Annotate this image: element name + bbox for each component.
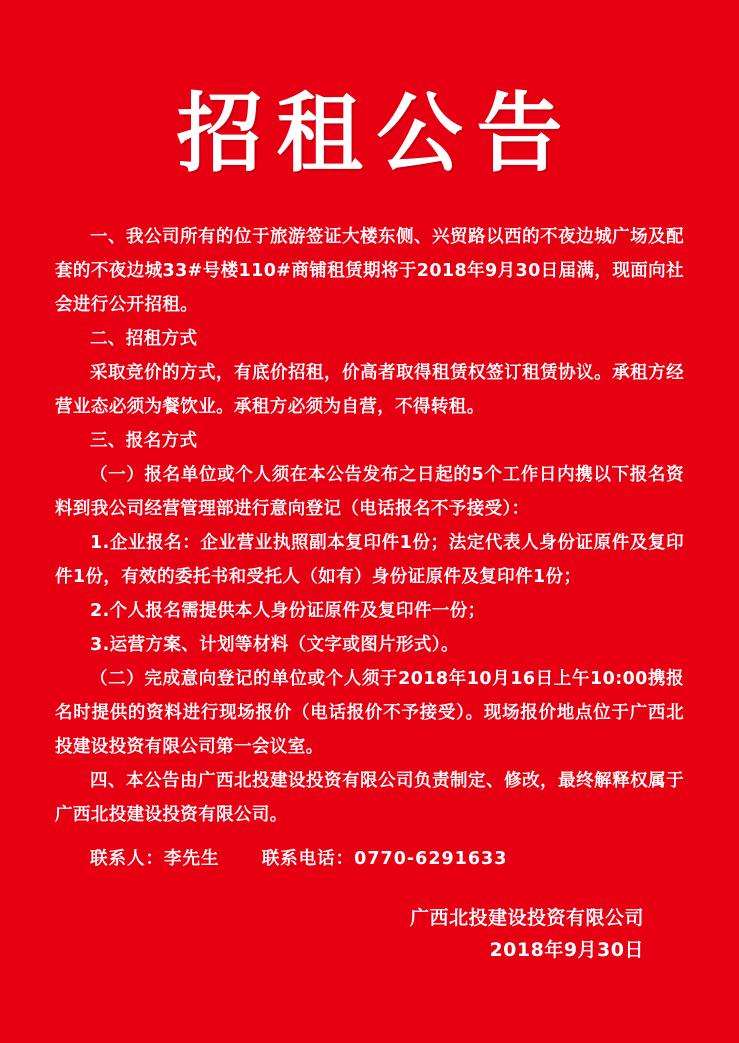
contact-phone: 联系电话：0770-6291633 (261, 849, 508, 870)
paragraph-3: 采取竞价的方式，有底价招租，价高者取得租赁权签订租赁协议。承租方经营业态必须为餐饮业。承租方必须为自营，不得转租。 (55, 363, 684, 418)
paragraph-2: 二、招租方式 (90, 329, 198, 350)
contact-person: 联系人：李先生 (90, 849, 220, 870)
signature-block (55, 902, 684, 966)
paragraph-5: （一）报名单位或个人须在本公告发布之日起的5个工作日内携以下报名资料到我公司经营管理部进行意向登记（电话报名不予接受）： (55, 465, 684, 520)
paragraph-4: 三、报名方式 (90, 431, 198, 452)
paragraph-10: 四、本公告由广西北投建设投资有限公司负责制定、修改，最终解释权属于广西北投建设投资有限公司。 (55, 771, 684, 826)
signature-company: 广西北投建设投资有限公司 (409, 907, 644, 930)
signature-date: 2018年9月30日 (489, 939, 644, 962)
announcement-body (55, 220, 684, 876)
paragraph-6: 1.企业报名：企业营业执照副本复印件1份；法定代表人身份证原件及复印件1份，有效的委托书和受托人（如有）身份证原件及复印件1份； (55, 533, 684, 588)
paragraph-8: 3.运营方案、计划等材料（文字或图片形式）。 (90, 635, 459, 656)
page-title: 招租公告 (176, 83, 577, 184)
paragraph-9: （二）完成意向登记的单位或个人须于2018年10月16日上午10:00携报名时提供的资料进行现场报价（电话报价不予接受）。现场报价地点位于广西北投建设投资有限公司第一会议室。 (55, 669, 684, 758)
paragraph-7: 2.个人报名需提供本人身份证原件及复印件一份； (90, 601, 486, 622)
paragraph-1: 一、我公司所有的位于旅游签证大楼东侧、兴贸路以西的不夜边城广场及配套的不夜边城33#号楼110#商铺租赁期将于2018年9月30日届满，现面向社会进行公开招租。 (55, 227, 684, 316)
contact-line (55, 842, 684, 876)
